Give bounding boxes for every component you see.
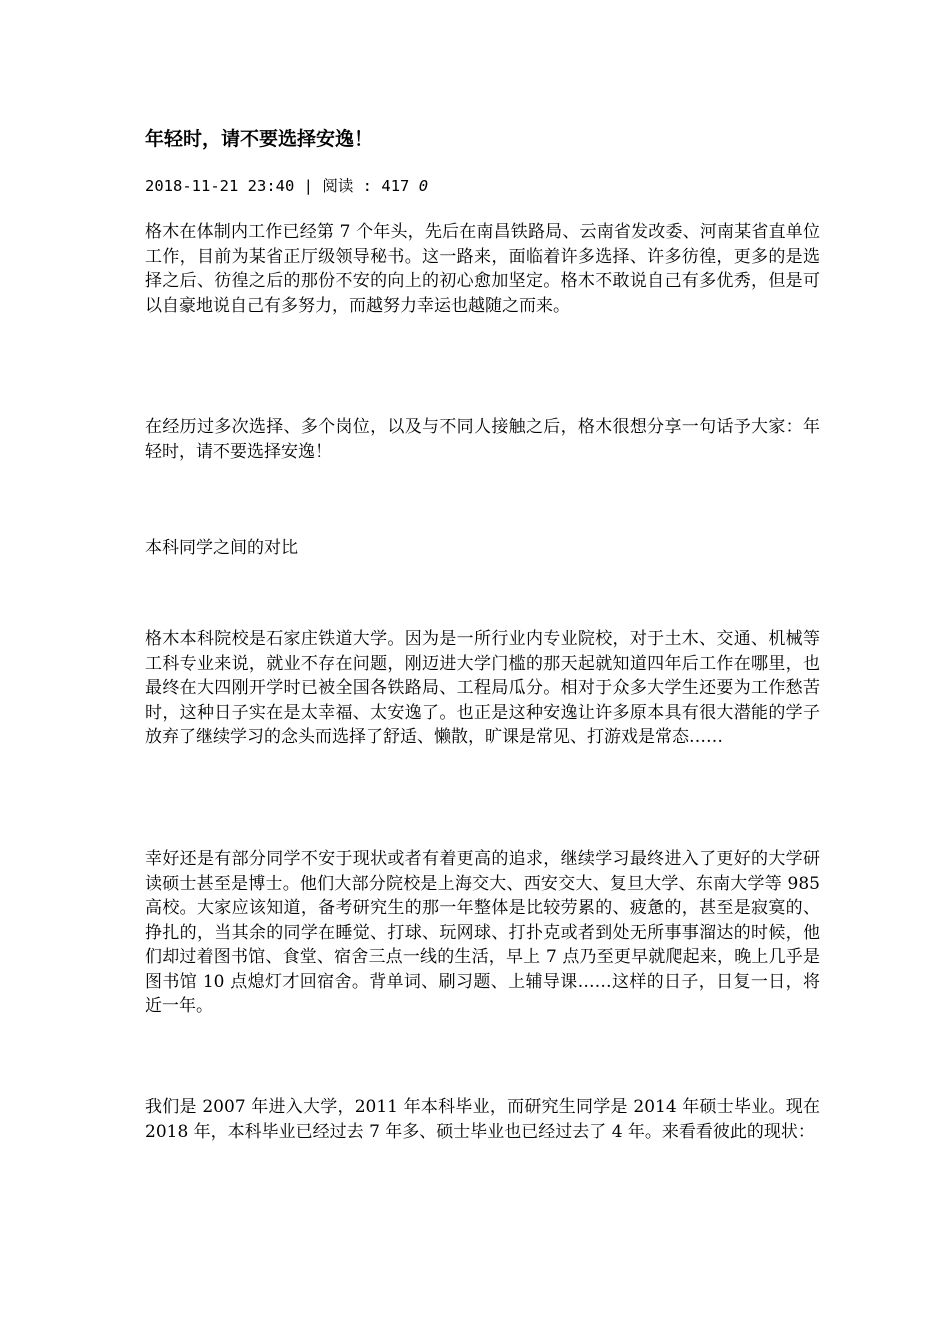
read-label: 阅读 : xyxy=(322,177,373,195)
paragraph-university: 格木本科院校是石家庄铁道大学。因为是一所行业内专业院校，对于土木、交通、机械等工科专业来说，就业不存在问题，刚迈进大学门槛的那天起就知道四年后工作在哪里，也最终在大四刚开学时已被全国各铁路局、工程局瓜分。相对于众多大学生还要为工作愁苦时，这种日子实在是太幸福、太安逸了。也正是这种安逸让许多原本具有很大潜能的学子放弃了继续学习的念头而选择了舒适、懒散，旷课是常见、打游戏是常态…… xyxy=(145,629,820,747)
article-meta xyxy=(145,174,428,198)
paragraph-message: 在经历过多次选择、多个岗位，以及与不同人接触之后，格木很想分享一句话予大家：年轻时，请不要选择安逸！ xyxy=(145,417,820,462)
paragraph-graduate-study: 幸好还是有部分同学不安于现状或者有着更高的追求，继续学习最终进入了更好的大学研读硕士甚至是博士。他们大部分院校是上海交大、西安交大、复旦大学、东南大学等 985 高校。大家应该知道，备考研究生的那一年整体是比较劳累的、疲惫的，甚至是寂寞的、挣扎的，当其余的同学在睡觉、打球、玩网球、打扑克或者到处无所事事溜达的时候，他们却过着图书馆、食堂、宿舍三点一线的生活，早上 7 点乃至更早就爬起来，晚上几乎是图书馆 10 点熄灯才回宿舍。背单词、刷习题、上辅导课……这样的日子，日复一日，将近一年。 xyxy=(145,849,820,1016)
section-heading: 本科同学之间的对比 xyxy=(145,538,298,558)
paragraph-comparison: 我们是 2007 年进入大学，2011 年本科毕业，而研究生同学是 2014 年硕士毕业。现在 2018 年，本科毕业已经过去 7 年多、硕士毕业也已经过去了 4 年。来看看彼此的现状： xyxy=(145,1097,820,1142)
article-title: 年轻时，请不要选择安逸！ xyxy=(145,128,374,150)
meta-separator: | xyxy=(303,177,313,195)
read-count: 417 xyxy=(381,177,410,195)
publish-datetime: 2018-11-21 23:40 xyxy=(145,177,295,195)
meta-trailing-value: 0 xyxy=(418,177,429,195)
paragraph-intro: 格木在体制内工作已经第 7 个年头，先后在南昌铁路局、云南省发改委、河南某省直单位工作，目前为某省正厅级领导秘书。这一路来，面临着许多选择、许多彷徨，更多的是选择之后、彷徨之后的那份不安的向上的初心愈加坚定。格木不敢说自己有多优秀，但是可以自豪地说自己有多努力，而越努力幸运也越随之而来。 xyxy=(145,222,820,316)
